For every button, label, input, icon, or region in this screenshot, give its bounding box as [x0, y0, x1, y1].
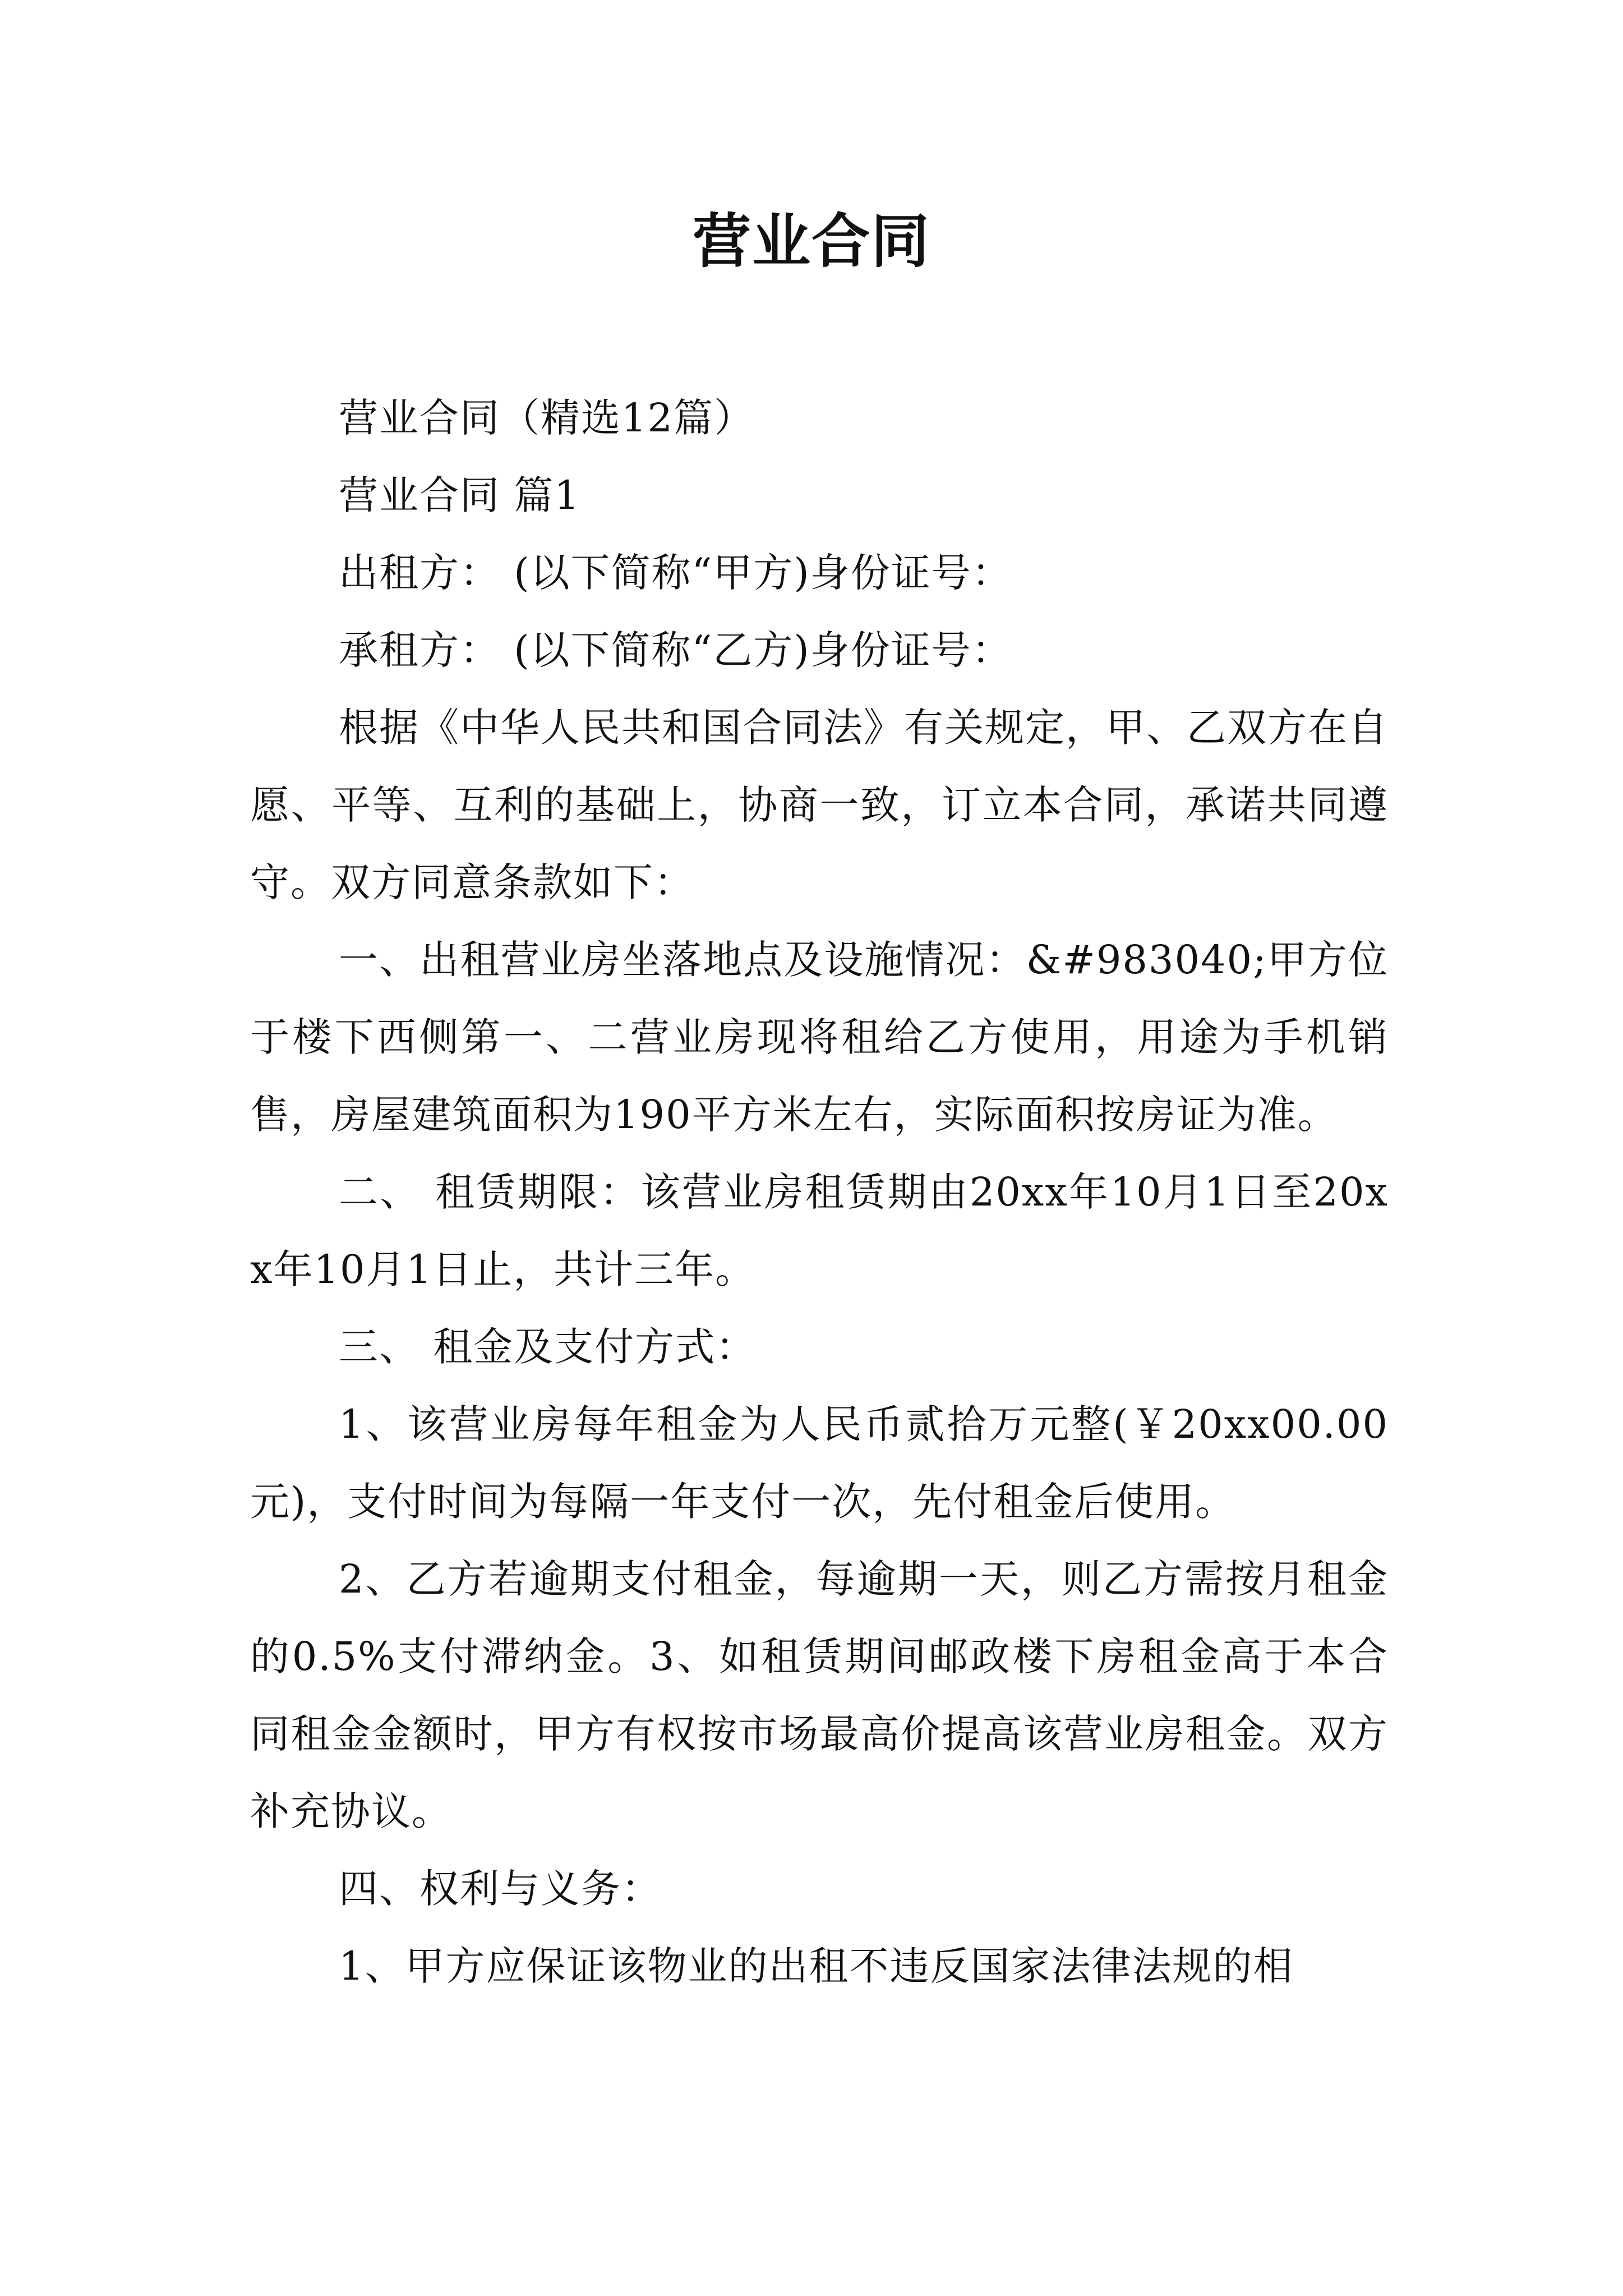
paragraph-lessee: 承租方： (以下简称“乙方)身份证号：: [339, 627, 1012, 673]
paragraph-clause-4-item-1: 1、甲方应保证该物业的出租不违反国家法律法规的相: [339, 1943, 1294, 1989]
paragraph-clause-3-rent-heading: 三、 租金及支付方式：: [339, 1324, 757, 1370]
document-body: [250, 379, 1389, 2005]
paragraph-subtitle: 营业合同（精选12篇）: [339, 395, 755, 441]
paragraph-lessor: 出租方： (以下简称“甲方)身份证号：: [339, 550, 1012, 596]
paragraph-clause-3-item-1: 1、该营业房每年租金为人民币贰拾万元整(￥20xx00.00元)，支付时间为每隔一年支付一次，先付租金后使用。: [250, 1401, 1389, 1525]
paragraph-preamble: 根据《中华人民共和国合同法》有关规定，甲、乙双方在自愿、平等、互利的基础上，协商一致，订立本合同，承诺共同遵守。双方同意条款如下：: [250, 705, 1389, 905]
document-title: 营业合同: [692, 206, 930, 275]
paragraph-section-heading: 营业合同 篇1: [339, 472, 580, 518]
paragraph-clause-4-heading: 四、权利与义务：: [339, 1866, 662, 1912]
paragraph-clause-3-item-2: 2、乙方若逾期支付租金，每逾期一天，则乙方需按月租金的0.5%支付滞纳金。3、如租赁期间邮政楼下房租金高于本合同租金金额时，甲方有权按市场最高价提高该营业房租金。双方补充协议。: [250, 1556, 1389, 1834]
paragraph-clause-2-term: 二、 租赁期限：该营业房租赁期由20xx年10月1日至20xx年10月1日止，共计三年。: [250, 1169, 1389, 1292]
paragraph-clause-1-location: 一、出租营业房坐落地点及设施情况：&#983040;甲方位于楼下西侧第一、二营业房现将租给乙方使用，用途为手机销售，房屋建筑面积为190平方米左右，实际面积按房证为准。: [250, 937, 1389, 1138]
